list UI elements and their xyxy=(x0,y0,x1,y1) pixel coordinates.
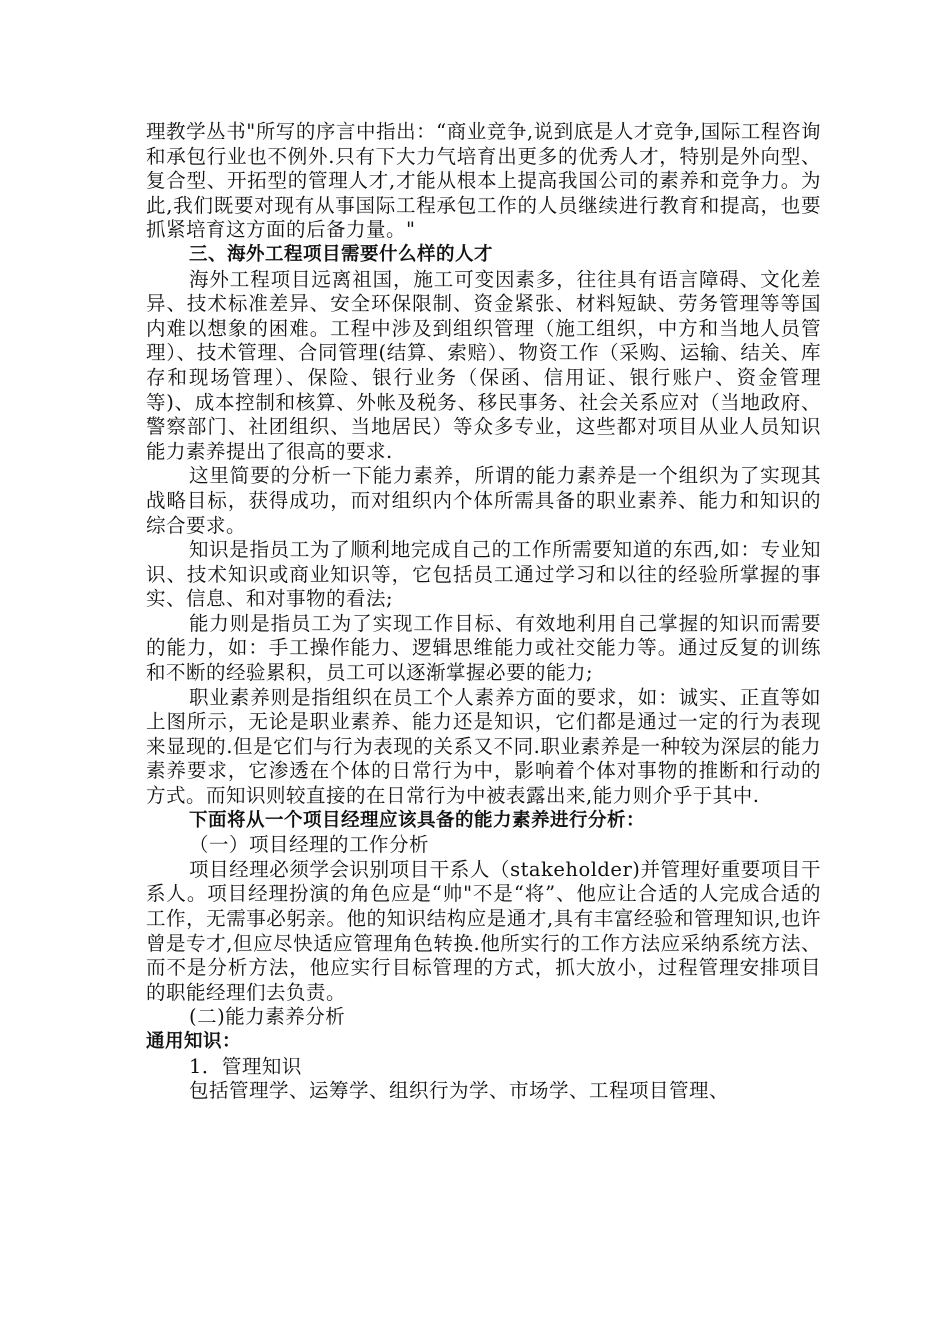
paragraph-competency-definition: 这里简要的分析一下能力素养，所谓的能力素养是一个组织为了实现其战略目标，获得成功，而对组织内个体所需具备的职业素养、能力和知识的综合要求。 xyxy=(146,464,821,537)
section-heading-talent-needs: 三、海外工程项目需要什么样的人才 xyxy=(189,243,494,265)
subheading-pm-work-analysis: （一）项目经理的工作分析 xyxy=(189,833,430,857)
list-item-management-knowledge: 1．管理知识 xyxy=(189,1054,302,1078)
heading-general-knowledge: 通用知识： xyxy=(146,1030,242,1052)
paragraph-pm-role: 项目经理必须学会识别项目干系人（stakeholder)并管理好重要项目干系人。项目经理扮演的角色应是“帅"不是“将”、他应让合适的人完成合适的工作，无需事必躬亲。他的知识结构应是通才,具有丰富经验和管理知识,也许曾是专才,但应尽快适应管理角色转换.他所实行的工作方法应采纳系统方法、而不是分析方法，他应实行目标管理的方式，抓大放小，过程管理安排项目的职能经理们去负责。 xyxy=(146,857,821,1004)
paragraph-overseas-projects: 海外工程项目远离祖国，施工可变因素多，往往具有语言障碍、文化差异、技术标准差异、安全环保限制、资金紧张、材料短缺、劳务管理等等国内难以想象的困难。工程中涉及到组织管理（施工组织，中方和当地人员管理）、技术管理、合同管理(结算、索赔）、物资工作（采购、运输、结关、库存和现场管理）、保险、银行业务（保函、信用证、银行账户、资金管理等)、成本控制和核算、外帐及税务、移民事务、社会关系应对（当地政府、警察部门、社团组织、当地居民）等众多专业，这些都对项目从业人员知识能力素养提出了很高的要求. xyxy=(146,267,821,463)
paragraph-ability: 能力则是指员工为了实现工作目标、有效地利用自己掌握的知识而需要的能力，如：手工操作能力、逻辑思维能力或社交能力等。通过反复的训练和不断的经验累积，员工可以逐渐掌握必要的能力; xyxy=(146,611,821,685)
heading-analysis-intro: 下面将从一个项目经理应该具备的能力素养进行分析： xyxy=(189,809,646,831)
paragraph-management-subjects: 包括管理学、运筹学、组织行为学、市场学、工程项目管理、 xyxy=(189,1079,730,1103)
subheading-competency-analysis: (二)能力素养分析 xyxy=(189,1005,346,1029)
paragraph-preface-quote: 理教学丛书"所写的序言中指出：“商业竞争,说到底是人才竞争,国际工程咨询和承包行业也不例外.只有下大力气培育出更多的优秀人才，特别是外向型、复合型、开拓型的管理人才,才能从根本上提高我国公司的素养和竞争力。为此,我们既要对现有从事国际工程承包工作的人员继续进行教育和提高，也要抓紧培育这方面的后备力量。" xyxy=(146,120,821,242)
document-page xyxy=(146,120,821,1104)
paragraph-knowledge: 知识是指员工为了顺利地完成自己的工作所需要知道的东西,如：专业知识、技术知识或商业知识等，它包括员工通过学习和以往的经验所掌握的事实、信息、和对事物的看法; xyxy=(146,538,821,611)
paragraph-professional-quality: 职业素养则是指组织在员工个人素养方面的要求，如：诚实、正直等如上图所示，无论是职业素养、能力还是知识，它们都是通过一定的行为表现来显现的.但是它们与行为表现的关系又不同.职业素养是一种较为深层的能力素养要求，它渗透在个体的日常行为中，影响着个体对事物的推断和行动的方式。而知识则较直接的在日常行为中被表露出来,能力则介乎于其中. xyxy=(146,685,821,808)
